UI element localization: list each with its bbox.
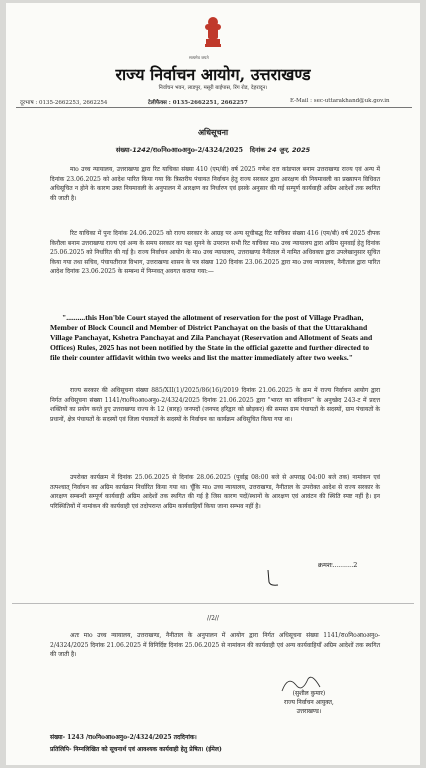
state-emblem-icon: [202, 15, 224, 55]
footer-reference: संख्या- 1243 /राoनिoआoअनुo-2/4324/2025 तददिनांक।: [50, 734, 197, 741]
signatory-state: उत्तराखण्ड।: [296, 708, 322, 715]
emblem-slogan: सत्यमेव जयते: [189, 55, 209, 60]
paragraph-3: राज्य सरकार की अधिसूचना संख्या 885/XII(1)/2025/86(16)/2019 दिनांक 21.06.2025 के क्रम में राज्य निर्वाचन आयोग द्वारा निर्गत अधिसूचना संख्या 1141/राoनिoआoअनुo-2/4324/2025 दिनांक 21.06.2025 द्वारा "भारत का संविधान" के अनुच्छेद 243-ट में प्रदत्त शक्तियों का प्रयोग करते हुए उत्तराखण्ड राज्य के 12 (बारह) जनपदों (जनपद हरिद्वार को छोड़कर) की समस्त ग्राम पंचायतों के सदस्यों, ग्राम पंचायतों के प्रधानों, क्षेत्र पंचायतों के सदस्यों एवं जिला पंचायतों के सदस्यों के निर्वाचन का कार्यक्रम अधिसूचित किया गया था।: [50, 387, 380, 423]
page2-paragraph: अतः माo उच्च न्यायालय, उत्तराखण्ड, नैनीताल के अनुपालन में आयोग द्वारा निर्गत अधिसूचना संख्या 1141/राoनिoआoअनुo-2/4324/2025 दिनांक 21.06.2025 में विनिर्दिष्ट दिनांक 25.06.2025 से नामांकन की कार्यवाही एवं अन्य कार्यवाहियाँ अग्रिम आदेशों तक स्थगित की जाती है।: [50, 632, 380, 659]
document-page: [6, 3, 420, 765]
telefax-number: टेलीफैक्स : 0135-2662251, 2662257: [148, 100, 248, 106]
phone-number: दूरभाष : 0135-2662253, 2662254: [20, 100, 108, 106]
handwritten-date: 24 जून, 2025: [267, 146, 311, 154]
notice-reference: संख्या-1242/राoनिoआoअनुo-2/4324/2025 दिनांक 24 जून, 2025: [115, 146, 311, 154]
organization-address: निर्वाचन भवन, लाडपुर, मसूरी बाईपास, रिंग रोड, देहरादून।: [158, 85, 268, 91]
page-number: //2//: [207, 615, 219, 622]
continued-marker: क्रमशः..........2: [318, 561, 358, 569]
paragraph-4: उपरोक्त कार्यक्रम में दिनांक 25.06.2025 से दिनांक 28.06.2025 (पूर्वाह्न 08:00 बजे से अपराह्न 04:00 बजे तक) नामांकन एवं तत्पश्चात् निर्वाचन का अग्रिम कार्यक्रम निर्धारित किया गया था। चूँकि माo उच्च न्यायालय, उत्तराखण्ड, नैनीताल के उपरोक्त आदेश से राज्य सरकार के आरक्षण सम्बन्धी सम्पूर्ण कार्यवाही अग्रिम आदेशों तक स्थगित की गई है जिस कारण पदों/स्थानों के आरक्षण एवं आवंटन की स्थिति स्पष्ट नहीं है। इन परिस्थितियों में नामांकन की कार्यवाही एवं तदोपरान्त अग्रिम कार्यवाहियाँ किया जाना सम्भव नहीं है।: [50, 474, 380, 510]
handwritten-number: 1242: [132, 146, 151, 154]
paragraph-1: माo उच्च न्यायालय, उत्तराखण्ड द्वारा रिट याचिका संख्या 410 (एम/बी) वर्ष 2025 गणेश दत्त कांडपाल बनाम उत्तराखण्ड राज्य एवं अन्य में दिनांक 23.06.2025 को आदेश पारित किया गया कि त्रिस्तरीय पंचायत निर्वाचन हेतु राज्य सरकार द्वारा आरक्षण की नियमावली का प्रख्यापन विधिवत अधिसूचित न होने के कारण उक्त नियमावली के अनुपालन में आरक्षण का निर्धारण एवं इसके अनुसार की गई सम्पूर्ण कार्यवाही अग्रिम आदेशों तक स्थगित की जाती है।: [50, 166, 380, 202]
footer-copy-note: प्रतिलिपि- निम्नलिखित को सूचनार्थ एवं आवश्यक कार्यवाही हेतु प्रेषित। (ईमेल): [50, 746, 222, 753]
court-order-quote: "..........this Hon'ble Court stayed the allotment of reservation for the post of Village Pradhan, Member of Block Council and Member of District Panchayat on the basis of that the Uttarakhand Village Panchayat, Kshetra Panchayat and Zila Panchayat (Reservation and Allotment of Seats and Offices) Rules, 2025 has not been notified by the State in the official gazette and further directed to file their counter affidavit within two weeks and list the matter immediately after two weeks.": [50, 313, 373, 362]
organization-title: राज्य निर्वाचन आयोग, उत्तराखण्ड: [115, 65, 311, 84]
signatory-name: (सुशील कुमार): [292, 690, 326, 697]
email-address: E-Mail : sec-uttarakhand@uk.gov.in: [290, 98, 390, 104]
signatory-block: [284, 689, 334, 716]
page-break: [12, 603, 414, 604]
signatory-title: राज्य निर्वाचन आयुक्त,: [284, 699, 334, 706]
initial-signature: [264, 568, 282, 588]
notice-heading: अधिसूचना: [197, 127, 229, 137]
header-rule: [16, 107, 412, 108]
paragraph-2: रिट याचिका में पुनः दिनांक 24.06.2025 को राज्य सरकार के आग्रह पर अन्य सूचीबद्ध रिट याचिका संख्या 416 (एम/बी) वर्ष 2025 दीपक किरौला बनाम उत्तराखण्ड राज्य एवं अन्य के समय सरकार का पक्ष सुनने के उपरान्त सभी रिट याचिका माo उच्च न्यायालय द्वारा अग्रिम सुनवाई हेतु दिनांक 25.06.2025 को निर्धारित की गई है। राज्य निर्वाचन आयोग के माo उच्च न्यायालय, उत्तराखण्ड नैनीताल में नामित अधिवक्ता द्वारा उपलेखानुसार सूचित किया गया तथा सचिव, पंचायतीराज विभाग, उत्तराखण्ड शासन के पत्र संख्या 120 दिनांक 23.06.2025 द्वारा माo उच्च न्यायालय, नैनीताल द्वारा पारित आदेश दिनांक 23.06.2025 के सम्बन्ध में निम्नवत् अवगत कराया गया:—: [50, 230, 380, 276]
